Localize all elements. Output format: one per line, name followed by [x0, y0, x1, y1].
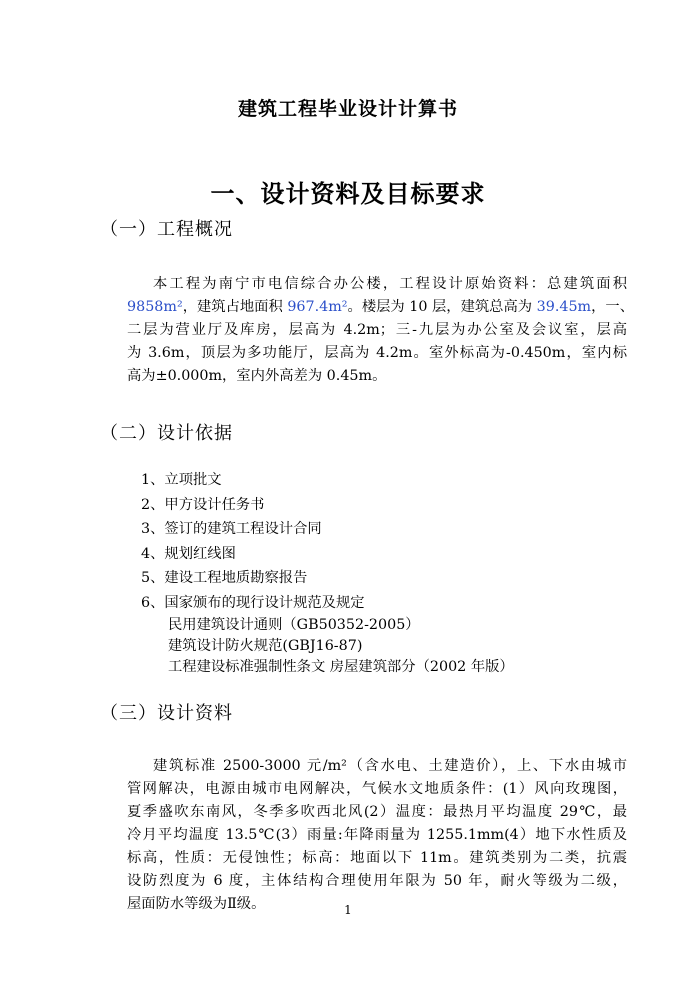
paragraph-line: 屋面防水等级为Ⅱ级。 [127, 896, 266, 912]
section-heading-design-data: （三）设计资料 [100, 703, 233, 724]
document-title: 建筑工程毕业设计计算书 [237, 98, 458, 120]
paragraph-line: 管网解决，电源由城市电网解决，气候水文地质条件：(1）风向玫瑰图， [127, 781, 627, 797]
page-number: 1 [344, 903, 352, 917]
paragraph-line: 本工程为南宁市电信综合办公楼，工程设计原始资料：总建筑面积 [153, 276, 627, 292]
list-item: 5、建设工程地质勘察报告 [141, 570, 308, 586]
paragraph-line: 高为±0.000m，室内外高差为 0.45m。 [127, 368, 387, 384]
paragraph-line: 设防烈度为 6 度，主体结构合理使用年限为 50 年，耐火等级为二级， [127, 873, 627, 889]
highlight-total-height: 39.45m [536, 299, 592, 315]
section-heading-project-overview: （一）工程概况 [100, 219, 233, 240]
chapter-title: 一、设计资料及目标要求 [210, 179, 486, 208]
paragraph-line: 9858m²，建筑占地面积 967.4m²。楼层为 10 层，建筑总高为 39.45m，一、 [127, 299, 635, 315]
paragraph-line: 为 3.6m，顶层为多功能厅，层高为 4.2m。室外标高为-0.450m，室内标 [127, 345, 627, 361]
list-sub-item: 工程建设标准强制性条文 房屋建筑部分（2002 年版） [168, 659, 514, 675]
paragraph-line: 建筑标准 2500-3000 元/m²（含水电、土建造价），上、下水由城市 [153, 758, 627, 774]
list-item: 2、甲方设计任务书 [141, 496, 265, 513]
list-sub-item: 建筑设计防火规范(GBJ16-87) [168, 638, 363, 654]
highlight-total-area: 9858m² [127, 299, 183, 315]
paragraph-line: 二层为营业厅及库房，层高为 4.2m；三-九层为办公室及会议室，层高 [127, 322, 627, 338]
paragraph-line: 冷月平均温度 13.5℃(3）雨量:年降雨量为 1255.1mm(4）地下水性质及 [127, 827, 627, 843]
paragraph-line: 夏季盛吹东南风，冬季多吹西北风(2）温度：最热月平均温度 29℃，最 [127, 804, 627, 820]
list-item: 4、规划红线图 [141, 545, 236, 562]
list-sub-item: 民用建筑设计通则（GB50352-2005） [168, 617, 420, 633]
section-heading-design-basis: （二）设计依据 [100, 423, 233, 444]
paragraph-line: 标高，性质：无侵蚀性；标高：地面以下 11m。建筑类别为二类，抗震 [127, 850, 627, 866]
design-data-paragraph [127, 755, 627, 916]
list-item: 1、立项批文 [141, 472, 222, 488]
list-item: 6、国家颁布的现行设计规范及规定 [141, 594, 365, 611]
project-overview-paragraph [127, 273, 635, 388]
design-basis-list [141, 468, 514, 678]
list-item: 3、签订的建筑工程设计合同 [141, 521, 322, 537]
highlight-site-area: 967.4m² [287, 299, 348, 315]
